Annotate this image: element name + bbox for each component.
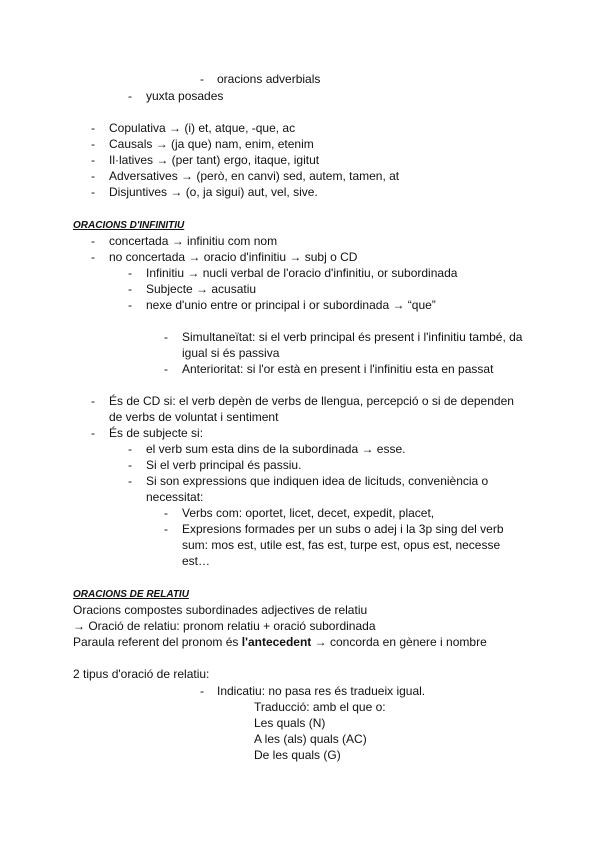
list-item: Indicatiu: no pasa res és tradueix igual. [217,684,426,698]
list-item: Infinitiu → nucli verbal de l'oracio d'infinitiu, or subordinada [146,266,458,280]
indented-line: Les quals (N) [254,716,326,730]
list-item: oracions adverbials [217,72,321,86]
paragraph-line: 2 tipus d'oració de relatiu: [73,667,210,681]
list-item: Adversatives → (però, en canvi) sed, autem, tamen, at [109,169,400,183]
bullet-dash: - [128,298,132,312]
bullet-dash: - [91,153,95,167]
indented-line: De les quals (G) [254,748,341,762]
bullet-dash: - [164,506,168,520]
list-item-continuation: de verbs de voluntat i sentiment [109,410,279,424]
section-heading-infinitiu: ORACIONS D'INFINITIU [73,220,185,231]
text-run: Paraula referent del pronom és [73,635,242,649]
paragraph-line: → Oració de relatiu: pronom relatiu + oració subordinada [73,619,376,633]
list-item-continuation: necessitat: [146,490,204,504]
list-item-continuation: est… [182,554,211,568]
bullet-dash: - [128,458,132,472]
list-item: Causals → (ja que) nam, enim, etenim [109,137,314,151]
bullet-dash: - [91,137,95,151]
list-item: Anterioritat: si l'or està en present i l'infinitiu esta en passat [182,362,494,376]
bullet-dash: - [128,266,132,280]
paragraph-line: Oracions compostes subordinades adjectives de relatiu [73,603,368,617]
list-item: És de subjecte si: [109,426,204,440]
list-item: el verb sum esta dins de la subordinada → esse. [146,442,406,456]
bullet-dash: - [91,234,95,248]
indented-line: Traducció: amb el que o: [254,700,386,714]
bullet-dash: - [164,330,168,344]
list-item: no concertada → oracio d'infinitiu → subj o CD [109,250,358,264]
bullet-dash: - [91,394,95,408]
list-item: Si el verb principal és passiu. [146,458,302,472]
list-item: És de CD si: el verb depèn de verbs de llengua, percepció o si de dependen [109,394,514,408]
list-item: Disjuntives → (o, ja sigui) aut, vel, sive. [109,185,318,199]
list-item: Verbs com: oportet, licet, decet, expedit, placet, [182,506,435,520]
bullet-dash: - [200,684,204,698]
list-item: concertada → infinitiu com nom [109,234,278,248]
bullet-dash: - [128,474,132,488]
list-item: nexe d'unio entre or principal i or subordinada → “que” [146,298,436,312]
list-item-continuation: sum: mos est, utile est, fas est, turpe est, opus est, necesse [182,538,501,552]
bullet-dash: - [91,250,95,264]
list-item-continuation: igual si és passiva [182,346,280,360]
bold-term-antecedent: l'antecedent [241,635,312,649]
list-item: yuxta posades [146,89,224,103]
list-item: Si son expressions que indiquen idea de licituds, conveniència o [146,474,489,488]
bullet-dash: - [91,185,95,199]
text-run: → concorda en gènere i nombre [311,635,487,649]
list-item: Simultaneïtat: si el verb principal és present i l'infinitiu també, da [182,330,523,344]
bullet-dash: - [91,121,95,135]
paragraph-line-antecedent [73,635,487,650]
list-item: Subjecte → acusatiu [146,282,257,296]
list-item: Copulativa → (i) et, atque, -que, ac [109,121,296,135]
bullet-dash: - [164,522,168,536]
list-item: Expresions formades per un subs o adej i la 3p sing del verb [182,522,504,536]
list-item: Il·latives → (per tant) ergo, itaque, igitut [109,153,320,167]
bullet-dash: - [91,426,95,440]
bullet-dash: - [200,72,204,86]
bullet-dash: - [91,169,95,183]
bullet-dash: - [164,362,168,376]
bullet-dash: - [128,282,132,296]
indented-line: A les (als) quals (AC) [254,732,367,746]
bullet-dash: - [128,442,132,456]
section-heading-relatiu: ORACIONS DE RELATIU [73,589,189,600]
bullet-dash: - [128,89,132,103]
